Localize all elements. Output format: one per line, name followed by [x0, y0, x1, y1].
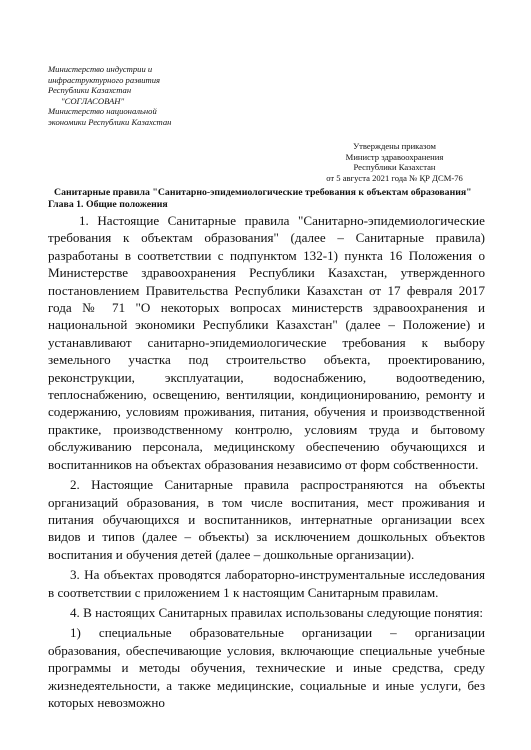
agreement-block	[48, 64, 171, 128]
approval-line: Министр здравоохранения	[345, 151, 444, 162]
agreement-line: Министерство национальной	[48, 106, 157, 117]
agreement-stamp: "СОГЛАСОВАН"	[61, 95, 125, 106]
approval-line: Республики Казахстан	[353, 162, 436, 173]
paragraph-2: 2. Настоящие Санитарные правила распространяются на объекты организаций образования, в том числе воспитания, мест проживания и питания обучающихся и воспитанников, интернатные организации всех видов и типов (далее – объекты) за исключением дошкольных объектов воспитания и обучения детей (далее – дошкольные организации).	[48, 477, 485, 562]
paragraph-4: 4. В настоящих Санитарных правилах использованы следующие понятия:	[70, 604, 484, 620]
agreement-line: Министерство индустрии и	[48, 64, 153, 74]
paragraph-4-1: 1) специальные образовательные организации – организации образования, обеспечивающие условия, включающие специальные учебные программы и методы обучения, технические и иные средства, среду жизнедеятельности, а также медицинские, социальные и иные услуги, без которых невозможно	[48, 625, 485, 710]
approval-block	[300, 141, 489, 183]
approval-line: Утверждены приказом	[353, 141, 436, 151]
approval-date: от 5 августа 2021 года № ҚР ДСМ-76	[326, 172, 463, 183]
agreement-line: Республики Казахстан	[48, 85, 132, 96]
agreement-line: экономики Республики Казахстан	[48, 116, 172, 127]
paragraph-1: 1. Настоящие Санитарные правила "Санитарно-эпидемиологические требования к объектам образования" (далее – Санитарные правила) разработаны в соответствии с подпунктом 132-1) пункта 16 Положения о Министерстве здравоохранения Республики Казахстан, утвержденного постановлением Правительства Республики Казахстан от 17 февраля 2017 года № 71 "О некоторых вопросах министерств здравоохранения и национальной экономики Республики Казахстан" (далее – Положение) и устанавливают санитарно-эпидемиологические требования к выбору земельного участка под строительство объекта, проектированию, реконструкции, эксплуатации, водоснабжению, водоотведению, теплоснабжению, освещению, вентиляции, кондиционированию, ремонту и содержанию, условиям проживания, питания, обучения и производственной практике, производственному контролю, условиям труда и бытовому обслуживанию персонала, медицинскому обеспечению обучающихся и воспитанников на объектах образования независимо от форм собственности.	[48, 213, 485, 472]
paragraph-3: 3. На объектах проводятся лабораторно-инструментальные исследования в соответствии с приложением 1 к настоящим Санитарным правилам.	[48, 567, 485, 600]
document-title: Санитарные правила "Санитарно-эпидемиологические требования к объектам образования"	[54, 187, 472, 198]
chapter-title: Глава 1. Общие положения	[48, 198, 168, 210]
document-heading	[48, 187, 498, 210]
agreement-line: инфраструктурного развития	[48, 74, 160, 85]
document-body	[48, 212, 485, 714]
